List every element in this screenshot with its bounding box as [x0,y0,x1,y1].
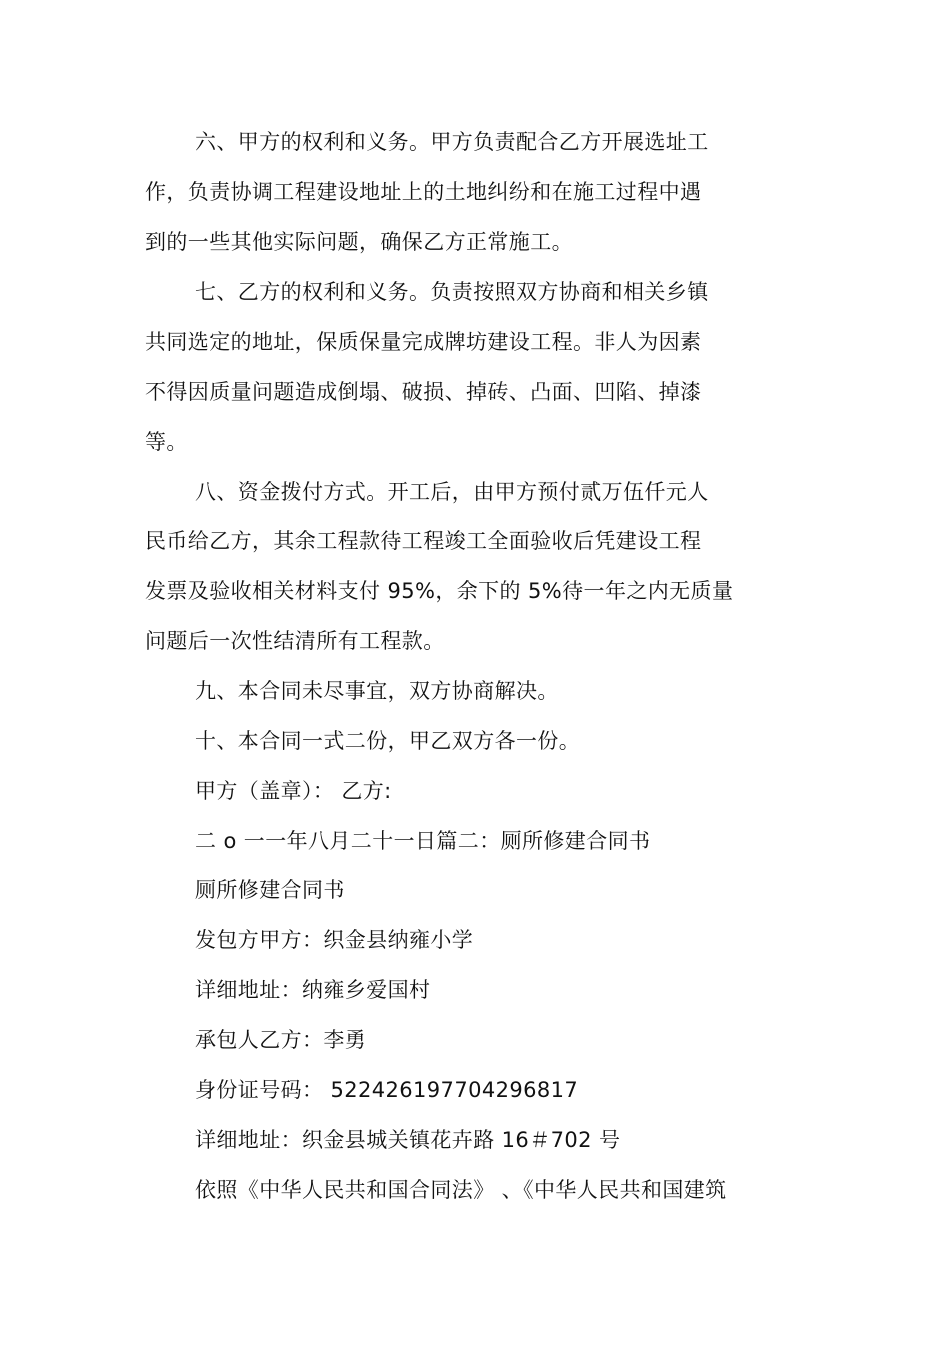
text-line: 厕所修建合同书 [195,878,345,902]
text-line: 六、甲方的权利和义务。甲方负责配合乙方开展选址工 [195,130,709,154]
text-line: 依照《中华人民共和国合同法》 、《中华人民共和国建筑 [195,1178,727,1202]
text-line: 七、乙方的权利和义务。负责按照双方协商和相关乡镇 [195,280,709,304]
text-line: 发包方甲方：织金县纳雍小学 [195,928,474,952]
text-line: 九、本合同未尽事宜，双方协商解决。 [195,679,559,703]
text-line: 详细地址：织金县城关镇花卉路 16＃702 号 [195,1128,621,1152]
text-line: 发票及验收相关材料支付 95%，余下的 5%待一年之内无质量 [145,579,734,603]
text-line: 民币给乙方，其余工程款待工程竣工全面验收后凭建设工程 [145,529,702,553]
text-line: 承包人乙方：李勇 [195,1028,367,1052]
text-line: 到的一些其他实际问题，确保乙方正常施工。 [145,230,573,254]
text-line: 共同选定的地址，保质保量完成牌坊建设工程。非人为因素 [145,330,702,354]
text-line: 作，负责协调工程建设地址上的土地纠纷和在施工过程中遇 [145,180,702,204]
text-line: 八、资金拨付方式。开工后，由甲方预付贰万伍仟元人 [195,480,709,504]
text-line: 详细地址：纳雍乡爱国村 [195,978,431,1002]
text-line: 十、本合同一式二份，甲乙双方各一份。 [195,729,581,753]
text-line: 等。 [145,430,188,454]
text-line: 身份证号码： 522426197704296817 [195,1078,579,1102]
text-line: 问题后一次性结清所有工程款。 [145,629,445,653]
text-line: 甲方（盖章）： 乙方: [195,779,392,803]
text-line: 二 o 一一年八月二十一日篇二：厕所修建合同书 [195,829,651,853]
text-line: 不得因质量问题造成倒塌、破损、掉砖、凸面、凹陷、掉漆 [145,380,702,404]
